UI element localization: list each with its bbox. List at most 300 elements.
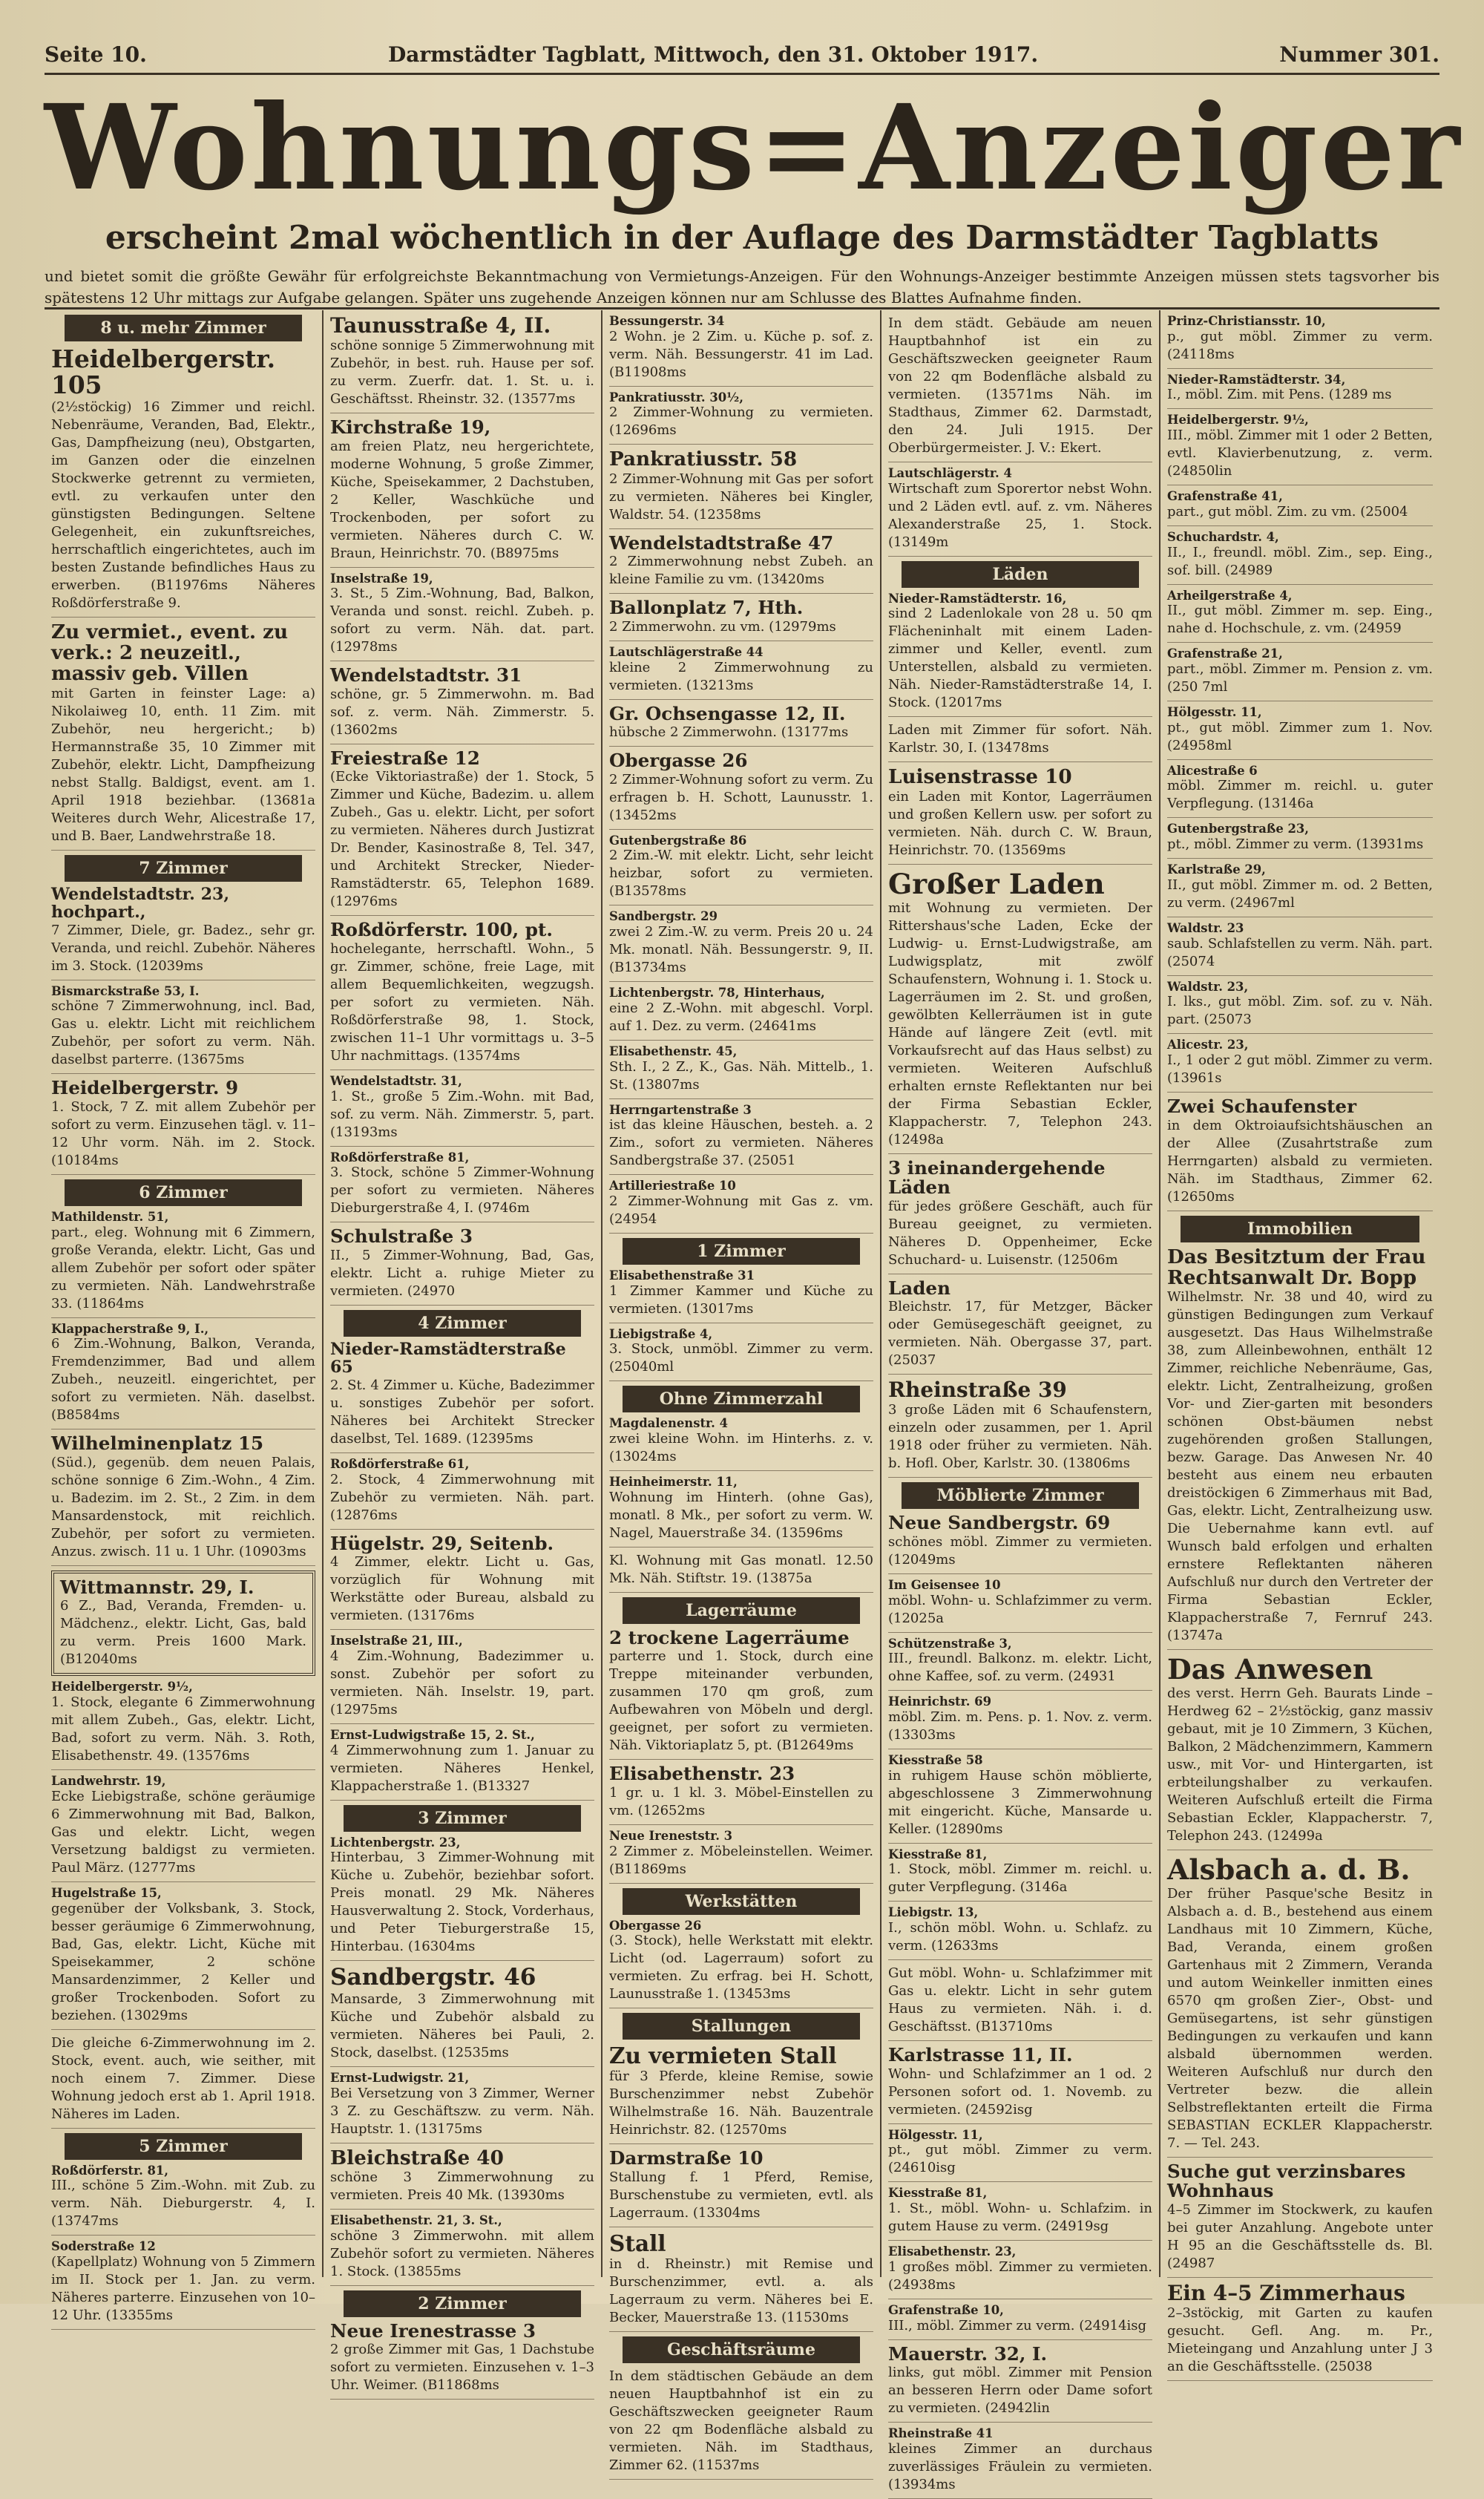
ad-body-text: pt., gut möbl. Zimmer zu verm. (24610isg (888, 2142, 1152, 2176)
advertisement (1167, 1654, 1433, 1850)
advertisement (609, 1045, 873, 1099)
ad-body-text: möbl. Wohn- u. Schlafzimmer zu verm. (12025a (888, 1592, 1152, 1626)
ad-headline: Gutenbergstraße 23, (1167, 822, 1309, 836)
column-4 (881, 310, 1160, 2492)
advertisement (330, 666, 594, 744)
ad-body-text: Hinterbau, 3 Zimmer-Wohnung mit Küche u. Zubehör, beziehbar sofort. Preis monatl. 29 Mk. Näheres Hausverwaltung 2. Stock, Vorderhaus, und Peter Tieburgerstraße 15, Hinterbau. (16304ms (330, 1850, 594, 1955)
ad-headline: Darmstraße 10 (609, 2147, 764, 2169)
ad-headline: Wendelstadtstraße 47 (609, 531, 834, 554)
ad-headline: Roßdörferstraße 61, (330, 1456, 470, 1471)
ad-body-text: in d. Rheinstr.) mit Remise und Burschenzimmer, evtl. a. als Lagerraum zu verm. Näheres bei E. Becker, Mauerstraße 13. (11530ms (609, 2256, 873, 2325)
ad-headline: Grafenstraße 41, (1167, 489, 1283, 504)
ad-headline: Lautschlägerstraße 44 (609, 644, 764, 659)
ad-headline: Kirchstraße 19, (330, 416, 491, 439)
ad-body-text: schöne sonnige 5 Zimmerwohnung mit Zubehör, in best. ruh. Hause per sof. zu verm. Zuerfr. dat. 1. St. u. i. Geschäftsst. Rheinstr. 32. (13577ms (330, 338, 594, 407)
advertisement (1167, 2282, 1433, 2381)
ad-body-text: 2 Zimmer-Wohnung sofort zu verm. Zu erfragen b. H. Schott, Launusstr. 1. (13452ms (609, 771, 873, 823)
ad-headline: Zu vermieten Stall (609, 2043, 837, 2069)
ad-body-text: 2 Zimmer-Wohnung mit Gas z. vm. (24954 (609, 1193, 873, 1227)
column-3 (603, 310, 881, 2473)
section-heading: Lagerräume (623, 1597, 860, 1624)
ad-body-text: part., möbl. Zimmer m. Pension z. vm. (250 7ml (1167, 661, 1433, 695)
ad-body-text: 2 Zimmerwohnung nebst Zubeh. an kleine Familie zu vm. (13420ms (609, 554, 873, 588)
ad-body-text: II., gut möbl. Zimmer m. od. 2 Betten, zu verm. (24967ml (1167, 877, 1433, 911)
ad-body-text: 2 Wohn. je 2 Zim. u. Küche p. sof. z. verm. Näh. Bessungerstr. 41 im Lad. (B11908ms (609, 328, 873, 380)
ad-body-text: links, gut möbl. Zimmer mit Pension an besseren Herrn oder Dame sofort zu vermieten. (24942lin (888, 2365, 1152, 2417)
ad-headline: Nieder-Ramstädterstr. 34, (1167, 372, 1346, 387)
advertisement (51, 1211, 315, 1318)
section-heading: Möblierte Zimmer (902, 1482, 1139, 1509)
masthead-title: Wohnungs=Anzeiger (45, 79, 1463, 217)
advertisement (330, 2071, 594, 2143)
ad-headline: Grafenstraße 21, (1167, 646, 1283, 661)
ad-body-text: Der früher Pasque'sche Besitz in Alsbach a. d. B., bestehend aus einem Landhaus mit 10 Zimmern, Küche, Bad, Veranda, einem großen Gartenhaus mit 2 Zimmern, Veranda und autom Weinkeller inmitten eines 6570 qm großen Zier-, Obst- und Gemüsegartens, ist sehr günstigen Bedingungen zu verkaufen und kann alsbald übernommen werden. Weiteren Aufschluß nur durch den Vertreter bezw. die allein Selbstreflektanten erteilt die Firma SEBASTIAN ECKLER Klappacherstr. 7. — Tel. 243. (1167, 1885, 1433, 2151)
ad-headline: Hugelstraße 15, (51, 1885, 162, 1900)
ad-headline: Arheilgerstraße 4, (1167, 588, 1293, 603)
ad-body-text: 1. Stock, elegante 6 Zimmerwohnung mit allem Zubeh., Gas, elektr. Licht, Bad, sofort zu verm. Näh. 3. Roth, Elisabethenstr. 49. (13576ms (51, 1694, 315, 1764)
ad-body-text: 6 Z., Bad, Veranda, Fremden- u. Mädchenz., elektr. Licht, Gas, bald zu verm. Preis 1600 Mark. (B12040ms (60, 1598, 306, 1668)
ad-body-text: kleines Zimmer an durchaus zuverlässiges Fräulein zu vermieten. (13934ms (888, 2440, 1152, 2492)
ad-headline: Waldstr. 23 (1167, 920, 1244, 935)
section-heading: 3 Zimmer (344, 1805, 581, 1832)
ad-body-text: In dem städtischen Gebäude an dem neuen Hauptbahnhof ist ein zu Geschäftszwecken geeigneter Raum von 22 qm Bodenfläche alsbald zu vermieten. Näh. im Stadthaus, Zimmer 62. (11537ms (609, 2368, 873, 2473)
section-heading: 6 Zimmer (65, 1179, 302, 1206)
ad-headline: Ein 4–5 Zimmerhaus (1167, 2280, 1405, 2305)
ad-body-text: I., 1 oder 2 gut möbl. Zimmer zu verm. (13961s (1167, 1052, 1433, 1087)
ad-body-text: Wilhelmstr. Nr. 38 und 40, wird zu günstigen Bedingungen zum Verkauf ausgesetzt. Das Haus Wilhelmstraße 38, zum Alleinbewohnen, enthält 12 Zimmer, reichliche Nebenräume, Gas, elektr. Licht, Zentralheizung, großen Vor- und Zier-garten mit besonders schönen Obst-bäumen nebst zugehörenden großen Stallungen, bezw. Garage. Das Anwesen Nr. 40 besteht aus einem neu erbauten dreistöckigen 6 Zimmerhaus mit Bad, Gas, elektr. Licht, Zentralheizung usw. Die Uebernahme kann evtl. auf Wunsch bald erfolgen und erhalten ernstere Reflektanten näheren Aufschluß nur durch den Vertreter der Firma Sebastian Eckler, Klappacherstraße 7, Fernruf 243. (13747a (1167, 1289, 1433, 1644)
ad-headline: Herrngartenstraße 3 (609, 1102, 752, 1117)
advertisement (609, 1919, 873, 2009)
advertisement (888, 1695, 1152, 1749)
advertisement (51, 622, 315, 851)
ad-body-text: saub. Schlafstellen zu verm. Näh. part. (25074 (1167, 935, 1433, 969)
ad-body-text: 2 große Zimmer mit Gas, 1 Dachstube sofort zu vermieten. Einzusehen v. 1–3 Uhr. Weimer. (B11868ms (330, 2342, 594, 2394)
ad-body-text: Die gleiche 6-Zimmerwohnung im 2. Stock, event. auch, wie seither, mit noch einem 7. Zimmer. Diese Wohnung jedoch erst ab 1. April 1918. Näheres im Laden. (51, 2034, 315, 2122)
advertisement (609, 646, 873, 700)
ad-body-text: zwei 2 Zim.-W. zu verm. Preis 20 u. 24 Mk. monatl. Näh. Bessungerstr. 9, II. (B13734ms (609, 924, 873, 976)
ad-headline: Heidelbergerstr. 9 (51, 1077, 239, 1099)
ad-headline: Wendelstadtstr. 31, (330, 1074, 462, 1088)
ad-headline: Pankratiusstr. 30½, (609, 390, 743, 405)
ad-headline: 2 trockene Lagerräume (609, 1626, 850, 1648)
advertisement (330, 1075, 594, 1147)
advertisement (1167, 764, 1433, 819)
advertisement (1167, 647, 1433, 701)
ad-headline: Elisabethenstr. 21, 3. St., (330, 2213, 502, 2227)
ad-headline: Pankratiusstr. 58 (609, 448, 798, 471)
ad-body-text: gegenüber der Volksbank, 3. Stock, besser geräumige 6 Zimmerwohnung, Bad, Gas, elektr. Licht, Küche mit Speisekammer, 2 schöne Mansardenzimmer, 2 Keller und großer Trockenboden. Sofort zu beziehen. (13029ms (51, 1900, 315, 2023)
ad-headline: Roßdörferstr. 81, (51, 2163, 169, 2178)
ad-headline: Lichtenbergstr. 23, (330, 1835, 461, 1850)
section-heading: 7 Zimmer (65, 855, 302, 882)
advertisement (609, 449, 873, 528)
advertisement (888, 1156, 1152, 1274)
ad-body-text: Wirtschaft zum Sporertor nebst Wohn. und 2 Läden evtl. auf. z. vm. Näheres Alexanderstraße 25, 1. Stock. (13149m (888, 480, 1152, 550)
advertisement (888, 869, 1152, 1154)
ad-headline: Roßdörferstr. 100, pt. (330, 919, 553, 941)
ad-headline: Neue Sandbergstr. 69 (888, 1512, 1111, 1534)
ad-headline: Nieder-Ramstädterstr. 16, (888, 591, 1067, 606)
ad-headline: Großer Laden (888, 867, 1105, 900)
advertisement (1167, 531, 1433, 585)
ad-body-text: hübsche 2 Zimmerwohn. (13177ms (609, 724, 849, 741)
ad-body-text: III., möbl. Zimmer zu verm. (24914isg (888, 2317, 1147, 2333)
ad-headline: Roßdörferstraße 81, (330, 1150, 470, 1165)
ad-headline: Gr. Ochsengasse 12, II. (609, 702, 846, 724)
advertisement (609, 1104, 873, 1176)
advertisement (330, 1151, 594, 1223)
advertisement (888, 767, 1152, 864)
ad-body-text: 2 Zimmer-Wohnung mit Gas per sofort zu vermieten. Näheres bei Kingler, Waldstr. 54. (12358ms (609, 471, 873, 523)
advertisement (330, 1227, 594, 1306)
ad-headline: Alicestraße 6 (1167, 763, 1258, 778)
intro-text: und bietet somit die größte Gewähr für erfolgreichste Bekanntmachung von Vermietungs-Anzeigen. Für den Wohnungs-Anzeiger bestimmte Anzeigen müssen stets tagsvorher bis spätestens 12 Uhr mittags zur Aufgabe gelangen. Später uns zugehende Anzeigen können nur am Schlusse des Blattes Aufnahme finden. (45, 267, 1439, 307)
ad-headline: Liebigstr. 13, (888, 1905, 979, 1920)
section-heading: 1 Zimmer (623, 1238, 860, 1265)
ad-body-text: (Süd.), gegenüb. dem neuen Palais, schöne sonnige 6 Zim.-Wohn., 4 Zim. u. Badezim. im 2. St., 2 Zim. in dem Mansardenstock, mit reichlich. Zubehör, per sofort zu vermieten. Anzus. zwisch. 11 u. 1 Uhr. (10903ms (51, 1454, 315, 1559)
ad-headline: Lichtenbergstr. 78, Hinterhaus, (609, 986, 825, 1000)
ad-body-text: schöne 3 Zimmerwohnung zu vermieten. Preis 40 Mk. (13930ms (330, 2169, 594, 2203)
advertisement (888, 721, 1152, 762)
paper-dateline: Darmstädter Tagblatt, Mittwoch, den 31. Oktober 1917. (387, 42, 1039, 67)
advertisement (609, 1328, 873, 1382)
advertisement (609, 704, 873, 747)
ad-headline: Elisabethenstraße 31 (609, 1268, 755, 1283)
section-heading: Werkstätten (623, 1888, 860, 1915)
ad-body-text: Bleichstr. 17, für Metzger, Bäcker oder Gemüsegeschäft geeignet, zu vermieten. Näh. Obergasse 37, part. (25037 (888, 1299, 1152, 1369)
advertisement (888, 1379, 1152, 1478)
ad-body-text: 4 Zimmerwohnung zum 1. Januar zu vermieten. Näheres Henkel, Klappacherstraße 1. (B13327 (330, 1742, 594, 1794)
ad-body-text: 1. Stock, möbl. Zimmer m. reichl. u. guter Verpflegung. (3146a (888, 1861, 1152, 1896)
advertisement (888, 1906, 1152, 1960)
advertisement (1167, 315, 1433, 369)
advertisement (1167, 706, 1433, 760)
advertisement (888, 2427, 1152, 2499)
advertisement (888, 2245, 1152, 2299)
ad-body-text: 1. Stock, 7 Z. mit allem Zubehör per sofort zu verm. Einzusehen tägl. v. 11–12 Uhr vorm. Näh. im 2. Stock. (10184ms (51, 1098, 315, 1168)
ad-headline: Prinz-Christiansstr. 10, (1167, 314, 1326, 328)
ad-headline: Mathildenstr. 51, (51, 1209, 169, 1224)
ad-body-text: 6 Zim.-Wohnung, Balkon, Veranda, Fremdenzimmer, Bad und allem Zubeh., neuzeitl. eingerichtet, per sofort zu vermieten. Näh. daselbst. (B8584ms (51, 1336, 315, 1424)
ad-headline: Taunusstraße 4, II. (330, 313, 551, 338)
advertisement (51, 2164, 315, 2236)
ad-body-text: part., eleg. Wohnung mit 6 Zimmern, große Veranda, elektr. Licht, Gas und allem Zubehör per sofort oder später zu vermieten. Näh. Landwehrstraße 33. (11864ms (51, 1224, 315, 1311)
ad-body-text: I. lks., gut möbl. Zim. sof. zu v. Näh. part. (25073 (1167, 994, 1433, 1028)
ad-body-text: Mansarde, 3 Zimmerwohnung mit Küche und Zubehör alsbald zu vermieten. Näheres bei Pauli, 2. Stock, daselbst. (12535ms (330, 1991, 594, 2060)
advertisement (609, 834, 873, 906)
ad-body-text: ist das kleine Häuschen, besteh. a. 2 Zim., sofort zu vermieten. Näheres Sandbergstraße 37. (25051 (609, 1117, 873, 1169)
ad-headline: Artilleriestraße 10 (609, 1179, 736, 1193)
advertisement (330, 1458, 594, 1530)
advertisement (1167, 863, 1433, 917)
advertisement (1167, 822, 1433, 859)
ad-body-text: möbl. Zimmer m. reichl. u. guter Verpflegung. (13146a (1167, 778, 1433, 812)
advertisement (1167, 589, 1433, 643)
ad-headline: Kiesstraße 81, (888, 1847, 988, 1861)
ad-body-text: II., I., freundl. möbl. Zim., sep. Eing., sof. bill. (24989 (1167, 544, 1433, 578)
ad-body-text: am freien Platz, neu hergerichtete, moderne Wohnung, 5 große Zimmer, Küche, Speisekammer, 2 Dachstuben, 2 Keller, Waschküche und Trockenboden, per sofort zu vermieten. Näheres durch C. W. Braun, Heinrichstr. 70. (B8975ms (330, 438, 594, 561)
ad-headline: Liebigstraße 4, (609, 1326, 713, 1341)
advertisement (609, 910, 873, 982)
advertisement (609, 1628, 873, 1761)
ad-body-text: Gut möbl. Wohn- u. Schlafzimmer mit Gas u. elektr. Licht in sehr gutem Haus zu vermieten. Näh. i. d. Geschäftsst. (B13710ms (888, 1965, 1152, 2035)
ad-body-text: III., schöne 5 Zim.-Wohn. mit Zub. zu verm. Näh. Dieburgerstr. 4, I. (13747ms (51, 2178, 315, 2230)
advertisement (51, 1680, 315, 1770)
ad-body-text: 4 Zim.-Wohnung, Badezimmer u. sonst. Zubehör per sofort zu vermieten. Näh. Inselstr. 19, part. (12975ms (330, 1648, 594, 1717)
advertisement (609, 1179, 873, 1234)
advertisement (51, 2034, 315, 2129)
advertisement (609, 1269, 873, 1323)
ad-body-text: 3. Stock, schöne 5 Zimmer-Wohnung per sofort zu vermieten. Näheres Dieburgerstraße 4, I. (9746m (330, 1165, 594, 1216)
ad-body-text: 2. St. 4 Zimmer u. Küche, Badezimmer u. sonstiges Zubehör per sofort. Näheres bei Architekt Strecker daselbst, Tel. 1689. (12395ms (330, 1377, 594, 1447)
ad-headline: Karlstraße 29, (1167, 862, 1266, 877)
ad-body-text: II., 5 Zimmer-Wohnung, Bad, Gas, elektr. Licht a. ruhige Mieter zu vermieten. (24970 (330, 1247, 594, 1299)
advertisement (330, 315, 594, 413)
advertisement (51, 1887, 315, 2030)
ad-headline: Ernst-Ludwigstr. 21, (330, 2070, 470, 2085)
ad-body-text: 1 Zimmer Kammer und Küche zu vermieten. (13017ms (609, 1283, 873, 1317)
ad-headline: Heinheimerstr. 11, (609, 1475, 738, 1490)
advertisement (51, 985, 315, 1075)
page-number: Seite 10. (45, 42, 147, 67)
ad-body-text: des verst. Herrn Geh. Baurats Linde – Herdweg 62 – 2½stöckig, ganz massiv gebaut, mit je 10 Zimmern, 3 Küchen, Balkon, 2 Mädchenzimmern, Kammern usw., mit Vor- und Hintergarten, ist erbteilungshalber zu verkaufen. Weiteren Aufschluß erteilt die Firma Sebastian Eckler, Klappacherstr. 7, Telephon 243. (12499a (1167, 1686, 1433, 1844)
ad-headline: Sandbergstr. 46 (330, 1964, 536, 1991)
ad-headline: Heidelbergerstr. 105 (51, 344, 276, 400)
advertisement (609, 315, 873, 387)
advertisement (330, 572, 594, 662)
advertisement (1167, 2162, 1433, 2278)
advertisement (888, 2129, 1152, 2183)
advertisement (330, 1729, 594, 1801)
advertisement (330, 1534, 594, 1631)
ad-body-text: pt., gut möbl. Zimmer zum 1. Nov. (24958ml (1167, 719, 1433, 753)
ad-headline: Heidelbergerstr. 9½, (1167, 413, 1309, 428)
ad-body-text: p., gut möbl. Zimmer zu verm. (24118ms (1167, 328, 1433, 362)
ad-body-text: 3 große Läden mit 6 Schaufenstern, einzeln oder zusammen, per 1. April 1918 oder früher zu vermieten. Näh. b. Hofl. Ober, Karlstr. 30. (13806ms (888, 1402, 1152, 1472)
advertisement (888, 1848, 1152, 1902)
ad-headline: Elisabethenstr. 23 (609, 1763, 795, 1785)
advertisement (330, 418, 594, 568)
ad-headline: Bleichstraße 40 (330, 2146, 504, 2169)
ad-headline: Bessungerstr. 34 (609, 314, 725, 328)
ad-body-text: möbl. Zim. m. Pens. p. 1. Nov. z. verm. (13303ms (888, 1709, 1152, 1743)
ad-body-text: 4–5 Zimmer im Stockwerk, zu kaufen bei guter Anzahlung. Angebote unter H 95 an die Geschäftsstelle ds. Bl. (24987 (1167, 2201, 1433, 2271)
ad-body-text: 2–3stöckig, mit Garten zu kaufen gesucht. Gefl. Ang. m. Pr., Mieteingang und Anzahlung unter J 3 an die Geschäftsstelle. (25038 (1167, 2305, 1433, 2374)
ad-body-text: 1 gr. u. 1 kl. 3. Möbel-Einstellen zu vm. (12652ms (609, 1784, 873, 1818)
ad-headline: Grafenstraße 10, (888, 2302, 1004, 2317)
ad-headline: Suche gut verzinsbares Wohnhaus (1167, 2160, 1406, 2202)
ad-headline: Alsbach a. d. B. (1167, 1853, 1411, 1886)
ad-body-text: 2 Zimmerwohn. zu vm. (12979ms (609, 618, 836, 635)
advertisement (51, 886, 315, 980)
ad-headline: Ballonplatz 7, Hth. (609, 597, 804, 619)
ad-body-text: III., möbl. Zimmer mit 1 oder 2 Betten, evtl. Klavierbenutzung, z. verm. (24850lin (1167, 428, 1433, 479)
ad-headline: Das Besitztum der Frau Rechtsanwalt Dr. Bopp (1167, 1245, 1426, 1289)
ad-body-text: für jedes größere Geschäft, auch für Bureau geeignet, zu vermieten. Näheres D. Oppenheimer, Ecke Schuchard- u. Luisenstr. (12506m (888, 1198, 1152, 1268)
ad-headline: 3 ineinandergehende Läden (888, 1156, 1106, 1199)
advertisement (888, 315, 1152, 462)
ad-headline: Freiestraße 12 (330, 747, 480, 769)
ad-headline: Landwehrstr. 19, (51, 1774, 166, 1789)
advertisement (1167, 980, 1433, 1035)
advertisement (888, 2187, 1152, 2241)
section-heading: Stallungen (623, 2013, 860, 2040)
ad-headline: Zu vermiet., event. zu verk.: 2 neuzeitl., massiv geb. Villen (51, 620, 289, 686)
ad-body-text: mit Wohnung zu vermieten. Der Rittershaus'sche Laden, Ecke der Ludwig- u. Ernst-Ludwigstraße, am Ludwigsplatz, mit zwölf Schaufenstern, Wohnung i. 1. Stock u. Lagerräumen im 2. St. und großen, gewölbten Kellerräumen ist in gute Hände auf längere Zeit (evtl. mit Vorkaufsrecht auf das Haus selbst) zu vermieten. Weiteren Aufschluß erhalten ernste Reflektanten nur bei der Firma Sebastian Eckler, Klappacherstr. 7, Telephon 243. (12498a (888, 900, 1152, 1147)
intro-rule (45, 307, 1439, 309)
advertisement (888, 1579, 1152, 1633)
ad-body-text: schöne 7 Zimmerwohnung, incl. Bad, Gas u. elektr. Licht mit reichlichem Zubehör, per sofort zu verm. Näh. daselbst parterre. (13675ms (51, 998, 315, 1068)
ad-body-text: (2½stöckig) 16 Zimmer und reichl. Nebenräume, Veranden, Bad, Elektr., Gas, Dampfheizung (neu), Obstgarten, im Ganzen oder die einzelnen Stockwerke getrennt zu vermieten, evtl. zu verkaufen unter den günstigsten Bedingungen. Seltene Gelegenheit, ein zukunftsreiches, herrschaftlich eingerichtetes, auch im besten Zustande befindliches Haus zu erwerben. (B11976ms Näheres Roßdörferstraße 9. (51, 399, 315, 611)
ad-headline: Klappacherstraße 9, I., (51, 1321, 209, 1336)
ad-headline: Ernst-Ludwigstraße 15, 2. St., (330, 1727, 535, 1742)
advertisement (330, 2214, 594, 2286)
ad-body-text: 1 großes möbl. Zimmer zu vermieten. (24938ms (888, 2259, 1152, 2293)
ad-headline: Neue Ireneststr. 3 (609, 1828, 733, 1843)
issue-number: Nummer 301. (1279, 42, 1439, 67)
advertisement (330, 1634, 594, 1724)
section-heading: Ohne Zimmerzahl (623, 1386, 860, 1412)
ad-body-text: 1. St., möbl. Wohn- u. Schlafzim. in gutem Hause zu verm. (24919sg (888, 2201, 1152, 2235)
ad-headline: Karlstrasse 11, II. (888, 2044, 1073, 2066)
ad-headline: Im Geisensee 10 (888, 1577, 1001, 1592)
advertisement (51, 1434, 315, 1566)
ad-headline: Stall (609, 2230, 666, 2256)
ad-body-text: (Ecke Viktoriastraße) der 1. Stock, 5 Zimmer und Küche, Badezim. u. allem Zubeh., Gas u. elektr. Licht, per sofort zu vermieten. Näheres durch Justizrat Dr. Bender, Kasinostraße 8, Tel. 347, und Architekt Strecker, Nieder-Ramstädterstr. 65, Telephon 1689. (12976ms (330, 769, 594, 910)
advertisement (609, 751, 873, 830)
ad-body-text: in ruhigem Hause schön möblierte, abgeschlossene 3 Zimmerwohnung mit eingericht. Küche, Mansarde u. Keller. (12890ms (888, 1767, 1152, 1837)
ad-headline: Elisabethenstr. 45, (609, 1044, 738, 1058)
advertisement (51, 1775, 315, 1882)
ad-headline: Heinrichstr. 69 (888, 1694, 991, 1709)
page-header (45, 36, 1439, 73)
advertisement (1167, 1038, 1433, 1093)
advertisement (330, 749, 594, 917)
advertisement (51, 2240, 315, 2330)
ad-body-text: schöne, gr. 5 Zimmerwohn. m. Bad sof. z. verm. Näh. Zimmerstr. 5. (13602ms (330, 686, 594, 738)
ad-body-text: 3. St., 5 Zim.-Wohnung, Bad, Balkon, Veranda und sonst. reichl. Zubeh. p. sofort zu verm. Näh. dat. part. (12978ms (330, 586, 594, 655)
advertisement (609, 531, 873, 595)
ad-headline: Lautschlägerstr. 4 (888, 466, 1012, 480)
ad-headline: Schuchardstr. 4, (1167, 529, 1279, 544)
ad-columns (45, 310, 1439, 2492)
ad-body-text: 2 Zim.-W. mit elektr. Licht, sehr leicht heizbar, sofort zu vermieten. (B13578ms (609, 848, 873, 900)
ad-headline: Sandbergstr. 29 (609, 909, 718, 924)
ad-headline: Inselstraße 19, (330, 571, 433, 586)
ad-body-text: 2 Zimmer-Wohnung zu vermieten. (12696ms (609, 405, 873, 439)
advertisement (1167, 413, 1433, 485)
ad-body-text: Bei Versetzung von 3 Zimmer, Werner 3 Z. zu Geschäftszw. zu verm. Näh. Hauptstr. 1. (13175ms (330, 2085, 594, 2137)
ad-body-text: eine 2 Z.-Wohn. mit abgeschl. Vorpl. auf 1. Dez. zu verm. (24641ms (609, 1000, 873, 1034)
advertisement (330, 2148, 594, 2210)
advertisement (330, 920, 594, 1070)
advertisement (330, 1836, 594, 1962)
advertisement (888, 1754, 1152, 1844)
ad-body-text: In dem städt. Gebäude am neuen Hauptbahnhof ist ein zu Geschäftszwecken geeigneter Raum von 22 qm Bodenfläche alsbald zu vermieten. (13571ms Näh. im Stadthaus, Zimmer 62. Darmstadt, den 24. Juli 1915. Der Oberbürgermeister. J. V.: Ekert. (888, 315, 1152, 456)
advertisement (609, 2149, 873, 2227)
ad-headline: Elisabethenstr. 23, (888, 2244, 1017, 2259)
ad-headline: Obergasse 26 (609, 1918, 702, 1933)
advertisement (888, 467, 1152, 557)
ad-body-text: I., schön möbl. Wohn. u. Schlafz. zu verm. (12633ms (888, 1920, 1152, 1954)
advertisement (1167, 1855, 1433, 2158)
advertisement (888, 2304, 1152, 2340)
ad-body-text: Wohnung im Hinterh. (ohne Gas), monatl. 8 Mk., per sofort zu verm. W. Nagel, Mauerstraße 34. (13596ms (609, 1489, 873, 1541)
ad-body-text: schönes möbl. Zimmer zu vermieten. (12049ms (888, 1533, 1152, 1568)
ad-headline: Soderstraße 12 (51, 2239, 156, 2254)
advertisement (609, 986, 873, 1041)
ad-headline: Wilhelminenplatz 15 (51, 1432, 264, 1455)
ad-body-text: 2 Zimmer z. Möbeleinstellen. Weimer. (B11869ms (609, 1843, 873, 1877)
ad-headline: Laden (888, 1277, 951, 1299)
section-heading: 5 Zimmer (65, 2133, 302, 2160)
ad-headline: Zwei Schaufenster (1167, 1095, 1357, 1118)
ad-headline: Neue Irenestrasse 3 (330, 2319, 536, 2342)
ad-headline: Hölgesstr. 11, (1167, 705, 1262, 720)
advertisement (51, 1078, 315, 1175)
advertisement (888, 592, 1152, 718)
ad-headline: Waldstr. 23, (1167, 979, 1249, 994)
advertisement (609, 1417, 873, 1471)
advertisement (888, 1965, 1152, 2041)
ad-headline: Nieder-Ramstädterstraße 65 (330, 1339, 566, 1377)
ad-headline: Inselstraße 21, III., (330, 1634, 463, 1648)
ad-body-text: (3. Stock), helle Werkstatt mit elektr. Licht (od. Lagerraum) sofort zu vermieten. Zu erfrag. bei H. Schott, Launusstraße 1. (13453ms (609, 1933, 873, 2002)
advertisement (1167, 922, 1433, 976)
ad-body-text: III., freundl. Balkonz. m. elektr. Licht, ohne Kaffee, sof. zu verm. (24931 (888, 1651, 1152, 1685)
ad-headline: Kiesstraße 81, (888, 2186, 988, 2201)
ad-body-text: zwei kleine Wohn. im Hinterhs. z. v. (13024ms (609, 1431, 873, 1465)
ad-body-text: Kl. Wohnung mit Gas monatl. 12.50 Mk. Näh. Stiftstr. 19. (13875a (609, 1552, 873, 1586)
advertisement (609, 1830, 873, 1884)
ad-headline: Schulstraße 3 (330, 1225, 473, 1248)
ad-headline: Das Anwesen (1167, 1653, 1373, 1686)
advertisement (609, 2368, 873, 2480)
ad-body-text: für 3 Pferde, kleine Remise, sowie Burschenzimmer nebst Zubehör Wilhelmstraße 16. Näh. Bauzentrale Heinrichstr. 82. (12570ms (609, 2069, 873, 2138)
ad-headline: Schützenstraße 3, (888, 1636, 1012, 1651)
ad-body-text: part., gut möbl. Zim. zu vm. (25004 (1167, 503, 1408, 520)
ad-headline: Gutenbergstraße 86 (609, 833, 747, 848)
ad-body-text: mit Garten in feinster Lage: a) Nikolaiweg 10, enth. 11 Zim. mit Zubehör, neu hergericht.; b) Hermannstraße 35, 10 Zimmer mit Zubehör, elektr. Licht, Dampfheizung nebst Stallg. Baldigst, event. am 1. April 1918 beziehbar. (13681a Weiteres durch Wehr, Alicestraße 17, und B. Baer, Landwehrstraße 18. (51, 685, 315, 844)
boxed-advertisement (51, 1571, 315, 1677)
advertisement (330, 1341, 594, 1453)
ad-body-text: 4 Zimmer, elektr. Licht u. Gas, vorzüglich für Wohnung mit Werkstätte oder Bureau, alsbald zu vermieten. (13176ms (330, 1554, 594, 1624)
ad-body-text: I., möbl. Zim. mit Pens. (1289 ms (1167, 387, 1392, 403)
ad-body-text: kleine 2 Zimmerwohnung zu vermieten. (13213ms (609, 659, 873, 693)
ad-headline: Luisenstrasse 10 (888, 765, 1072, 789)
column-5 (1160, 310, 1439, 2374)
advertisement (51, 1323, 315, 1430)
advertisement (330, 2319, 594, 2400)
ad-headline: Heidelbergerstr. 9½, (51, 1680, 193, 1694)
advertisement (888, 1279, 1152, 1375)
ad-body-text: pt., möbl. Zimmer zu verm. (13931ms (1167, 836, 1424, 853)
ad-body-text: 1. St., große 5 Zim.-Wohn. mit Bad, sof. zu verm. Näh. Zimmerstr. 5, part. (13193ms (330, 1088, 594, 1140)
section-heading: Geschäftsräume (623, 2336, 860, 2363)
advertisement (888, 2342, 1152, 2423)
advertisement (888, 1513, 1152, 1574)
advertisement (1167, 1247, 1433, 1651)
ad-body-text: hochelegante, herrschaftl. Wohn., 5 gr. Zimmer, schöne, freie Lage, mit allem Bequemlichkeiten, wegzugsh. per sofort zu vermieten. Näh. Roßdörferstraße 98, 1. Stock, zwischen 11–1 Uhr vormittags u. 3–5 Uhr nachmittags. (13574ms (330, 941, 594, 1064)
advertisement (51, 346, 315, 618)
ad-body-text: 7 Zimmer, Diele, gr. Badez., sehr gr. Veranda, und reichl. Zubehör. Näheres im 3. Stock. (12039ms (51, 922, 315, 974)
advertisement (609, 598, 873, 641)
ad-headline: Alicestr. 23, (1167, 1038, 1249, 1052)
ad-body-text: ein Laden mit Kontor, Lagerräumen und großen Kellern usw. per sofort zu vermieten. Näh. durch C. W. Braun, Heinrichstr. 70. (13569ms (888, 788, 1152, 858)
ad-body-text: in dem Oktroiaufsichtshäuschen an der Allee (Zusahrtstraße zum Herrngarten) alsbald zu vermieten. Näh. im Stadthaus, Zimmer 62. (12650ms (1167, 1117, 1433, 1205)
ad-headline: Obergasse 26 (609, 750, 748, 772)
ad-body-text: Wohn- und Schlafzimmer an 1 od. 2 Personen sofort od. 1. Novemb. zu vermieten. (24592isg (888, 2066, 1152, 2118)
